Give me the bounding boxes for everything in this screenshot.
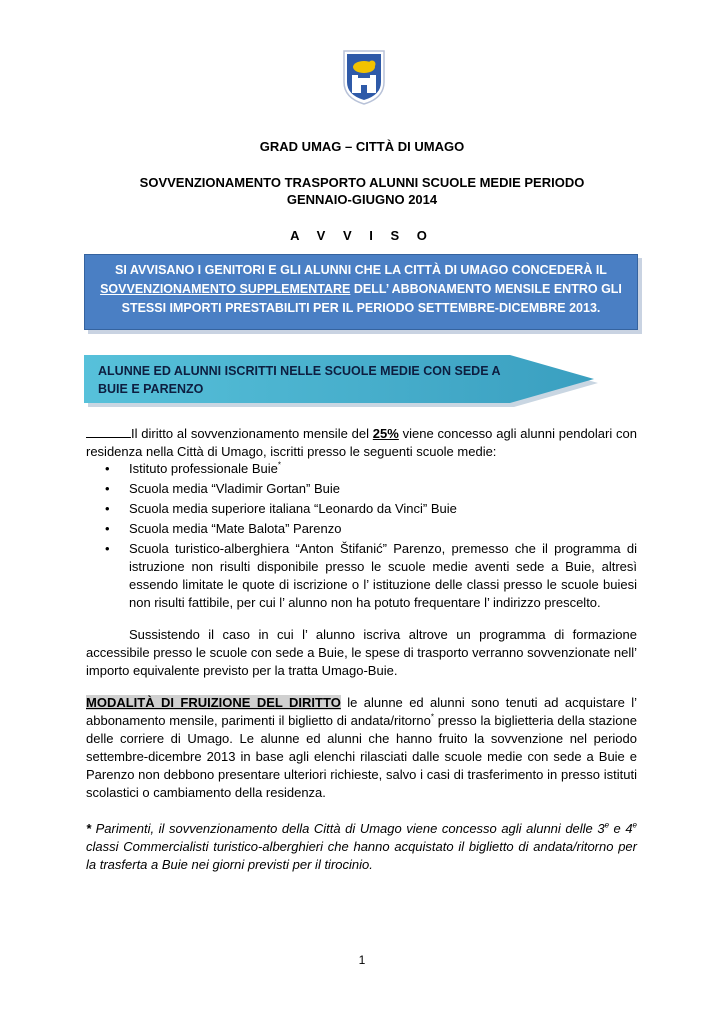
- intro-percent: 25%: [372, 426, 399, 441]
- list-item: • Scuola media “Mate Balota” Parenzo: [86, 520, 637, 538]
- umago-coat-of-arms-icon: [341, 48, 387, 106]
- notice-text-part2: DELL’ ABBONAMENTO MENSILE ENTRO GLI STESSI IMPORTI PRESTABILITI PER IL PERIODO SETTEMBRE-DICEMBRE 2013.: [121, 282, 622, 315]
- arrow-banner-text: ALUNNE ED ALUNNI ISCRITTI NELLE SCUOLE MEDIE CON SEDE A BUIE E PARENZO: [98, 364, 501, 396]
- list-item: • Scuola turistico-alberghiera “Anton Štifanić” Parenzo, premesso che il programma di istruzione non risulti disponibile presso le scuole medie aventi sede a Buie, altresì essendo limitate le quote di iscrizione o l’ istituzione delle classi presso le scuole buiesi non risulti fattibile, per cui l’ alunno non ha potuto frequentare l’ indirizzo prescelto.: [86, 540, 637, 612]
- page-number: 1: [358, 953, 366, 967]
- schools-list: [86, 460, 637, 614]
- intro-text-before: Il diritto al sovvenzionamento mensile del: [131, 426, 373, 441]
- other-programme-paragraph: Sussistendo il caso in cui l’ alunno iscriva altrove un programma di formazione accessibile presso le scuole con sede a Buie, le spese di trasporto verranno sovvenzionate nell’ importo equivalente previsto per la tratta Umago-Buie.: [86, 627, 637, 678]
- list-item: • Scuola media superiore italiana “Leonardo da Vinci” Buie: [86, 500, 637, 518]
- document-subject: [0, 174, 724, 208]
- city-title: GRAD UMAG – CITTÀ DI UMAGO: [259, 139, 465, 154]
- list-item: • Istituto professionale Buie*: [86, 460, 637, 478]
- intro-text-after: viene concesso agli alunni pendolari con residenza nella Città di Umago, iscritti presso le seguenti scuole medie:: [86, 426, 638, 459]
- underline-blank: [86, 425, 131, 438]
- footnote-star: *: [86, 821, 92, 836]
- intro-paragraph: [86, 425, 637, 461]
- notice-underlined-text: SOVVENZIONAMENTO SUPPLEMENTARE: [100, 282, 351, 296]
- modalita-heading: MODALITÀ DI FRUIZIONE DEL DIRITTO: [86, 695, 341, 710]
- notice-text-part1: SI AVVISANO I GENITORI E GLI ALUNNI CHE LA CITTÀ DI UMAGO CONCEDERÀ IL: [115, 263, 607, 277]
- subject-line-2: GENNAIO-GIUGNO 2014: [286, 192, 438, 207]
- notice-box: [84, 254, 638, 330]
- footnote-paragraph: * Parimenti, il sovvenzionamento della Città di Umago viene concesso agli alunni delle 3e e 4e classi Commercialisti turistico-alberghieri che hanno acquistato il biglietto di andata/ritorno per la trasferta a Buie nei giorni previsti per il tirocinio.: [86, 820, 637, 872]
- list-item: • Scuola media “Vladimir Gortan” Buie: [86, 480, 637, 498]
- avviso-heading: A V V I S O: [290, 228, 434, 243]
- modalita-paragraph: MODALITÀ DI FRUIZIONE DEL DIRITTO le alunne ed alunni sono tenuti ad acquistare l’ abbonamento mensile, parimenti il biglietto di andata/ritorno* presso la biglietteria della stazione delle corriere di Umago. Le alunne ed alunni che hanno fruito la sovvenzione nel periodo settembre-dicembre 2013 in base agli elenchi rilasciati dalle scuole medie con sede a Buie e Parenzo non debbono presentare ulteriori richieste, salvo i casi di trasferimento in presso istituti scolastici o cambiamento della residenza.: [86, 695, 637, 800]
- subject-line-1: SOVVENZIONAMENTO TRASPORTO ALUNNI SCUOLE MEDIE PERIODO: [139, 175, 585, 190]
